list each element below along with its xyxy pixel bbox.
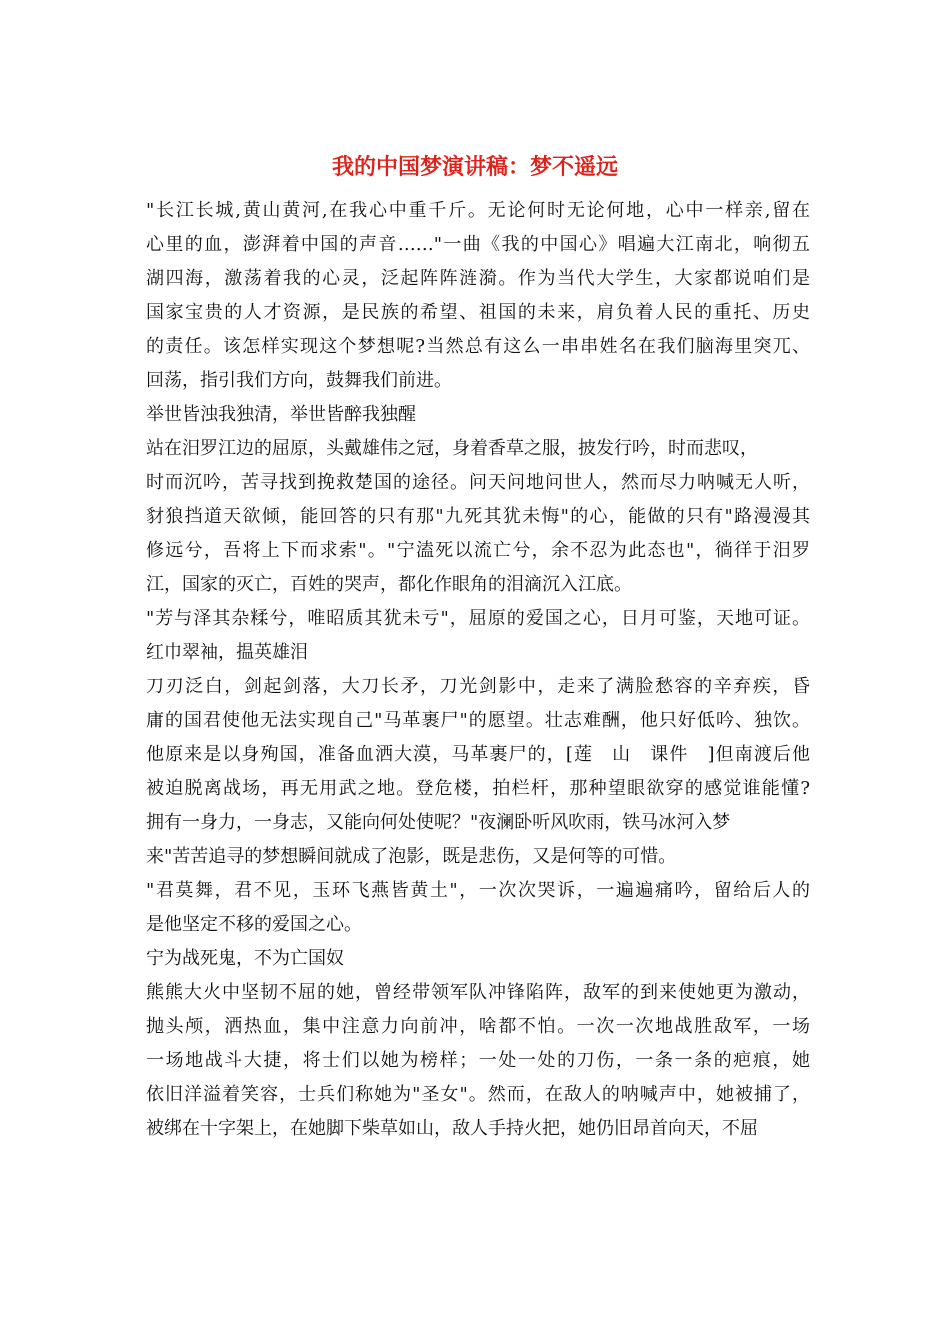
text-line: 抛头颅，洒热血，集中注意力向前冲，啥都不怕。一次一次地战胜敌军，一场 <box>146 1016 810 1037</box>
text-line: 回荡，指引我们方向，鼓舞我们前进。 <box>146 370 452 391</box>
text-line: 他原来是以身殉国，准备血洒大漠，马革裹尸的，[莲 山 课件 ]但南渡后他 <box>146 744 810 765</box>
document-body <box>146 194 810 1146</box>
text-line: 江，国家的灭亡，百姓的哭声，都化作眼角的泪滴沉入江底。 <box>146 574 632 595</box>
text-line: 修远兮，吾将上下而求索"。"宁溘死以流亡兮，余不忍为此态也"，徜徉于汨罗 <box>146 540 810 561</box>
text-line: 来"苦苦追寻的梦想瞬间就成了泡影，既是悲伤，又是何等的可惜。 <box>146 846 677 867</box>
text-line: 湖四海，激荡着我的心灵，泛起阵阵涟漪。作为当代大学生，大家都说咱们是 <box>146 268 810 289</box>
text-line: "芳与泽其杂糅兮，唯昭质其犹未亏"，屈原的爱国之心，日月可鉴，天地可证。 <box>146 608 810 629</box>
text-line: 被迫脱离战场，再无用武之地。登危楼，拍栏杆，那种望眼欲穿的感觉谁能懂? <box>146 778 810 799</box>
text-line: 举世皆浊我独清，举世皆醉我独醒 <box>146 404 416 425</box>
document-title: 我的中国梦演讲稿：梦不遥远 <box>331 155 618 180</box>
text-line: "长江长城,黄山黄河,在我心中重千斤。无论何时无论何地，心中一样亲,留在 <box>146 200 810 221</box>
text-line: 国家宝贵的人才资源，是民族的希望、祖国的未来，肩负着人民的重托、历史 <box>146 302 810 323</box>
text-line: 时而沉吟，苦寻找到挽救楚国的途径。问天问地问世人，然而尽力呐喊无人听， <box>146 472 810 493</box>
text-line: 豺狼挡道天欲倾，能回答的只有那"九死其犹未悔"的心，能做的只有"路漫漫其 <box>146 506 810 527</box>
text-line: 宁为战死鬼，不为亡国奴 <box>146 948 344 969</box>
text-line: 心里的血，澎湃着中国的声音……"一曲《我的中国心》唱遍大江南北，响彻五 <box>146 234 810 255</box>
text-line: 站在汨罗江边的屈原，头戴雄伟之冠，身着香草之服，披发行吟，时而悲叹， <box>146 438 758 459</box>
text-line: 被绑在十字架上，在她脚下柴草如山，敌人手持火把，她仍旧昂首向天，不屈 <box>146 1118 758 1139</box>
text-line: 刀刃泛白，剑起剑落，大刀长矛，刀光剑影中，走来了满脸愁容的辛弃疾，昏 <box>146 676 810 697</box>
text-line: 的责任。该怎样实现这个梦想呢?当然总有这么一串串姓名在我们脑海里突兀、 <box>146 336 810 357</box>
text-line: 庸的国君使他无法实现自己"马革裹尸"的愿望。壮志难酬，他只好低吟、独饮。 <box>146 710 810 731</box>
text-line: 依旧洋溢着笑容，士兵们称她为"圣女"。然而，在敌人的呐喊声中，她被捕了， <box>146 1084 810 1105</box>
text-line: 熊熊大火中坚韧不屈的她，曾经带领军队冲锋陷阵，敌军的到来使她更为激动， <box>146 982 810 1003</box>
text-line: 一场地战斗大捷，将士们以她为榜样；一处一处的刀伤，一条一条的疤痕，她 <box>146 1050 810 1071</box>
text-line: "君莫舞，君不见，玉环飞燕皆黄土"，一次次哭诉，一遍遍痛吟，留给后人的 <box>146 880 810 901</box>
text-line: 红巾翠袖，揾英雄泪 <box>146 642 308 663</box>
text-line: 拥有一身力，一身志，又能向何处使呢？"夜澜卧听风吹雨，铁马冰河入梦 <box>146 812 731 833</box>
text-line: 是他坚定不移的爱国之心。 <box>146 914 362 935</box>
